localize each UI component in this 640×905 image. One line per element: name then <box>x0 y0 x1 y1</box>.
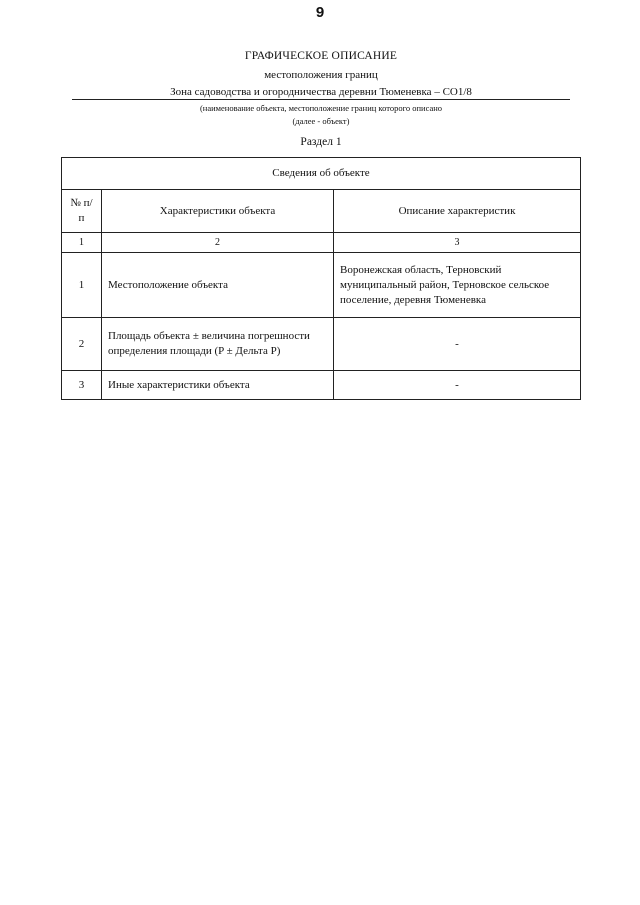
table-row <box>62 318 581 371</box>
column-number: 3 <box>334 233 581 253</box>
object-caption-line1: (наименование объекта, местоположение границ которого описано <box>199 103 443 113</box>
header-num: № п/п <box>62 190 102 233</box>
section-title: Раздел 1 <box>300 136 342 148</box>
header-characteristics: Характеристики объекта <box>102 190 334 233</box>
table-row <box>62 371 581 400</box>
document-title: ГРАФИЧЕСКОЕ ОПИСАНИЕ <box>244 50 398 62</box>
row-description: Воронежская область, Терновский муниципальный район, Терновское сельское поселение, деревня Тюменевка <box>334 253 581 318</box>
row-description: - <box>334 318 581 371</box>
document-subtitle: местоположения границ <box>264 69 378 81</box>
table-caption-row <box>62 158 581 190</box>
object-caption-line2: (далее - объект) <box>292 116 350 126</box>
row-characteristic: Иные характеристики объекта <box>102 371 334 400</box>
row-num: 2 <box>62 318 102 371</box>
row-description: - <box>334 371 581 400</box>
row-characteristic: Местоположение объекта <box>102 253 334 318</box>
column-number: 2 <box>102 233 334 253</box>
table-row <box>62 253 581 318</box>
table-header-row <box>62 190 581 233</box>
header-description: Описание характеристик <box>334 190 581 233</box>
row-characteristic: Площадь объекта ± величина погрешности определения площади (P ± Дельта P) <box>102 318 334 371</box>
row-num: 1 <box>62 253 102 318</box>
column-number-row <box>62 233 581 253</box>
row-num: 3 <box>62 371 102 400</box>
table-caption: Сведения об объекте <box>62 158 581 190</box>
column-number: 1 <box>62 233 102 253</box>
page-number: 9 <box>315 4 325 21</box>
object-name: Зона садоводства и огородничества деревни Тюменевка – СО1/8 <box>72 86 570 100</box>
object-info-table <box>61 157 581 400</box>
